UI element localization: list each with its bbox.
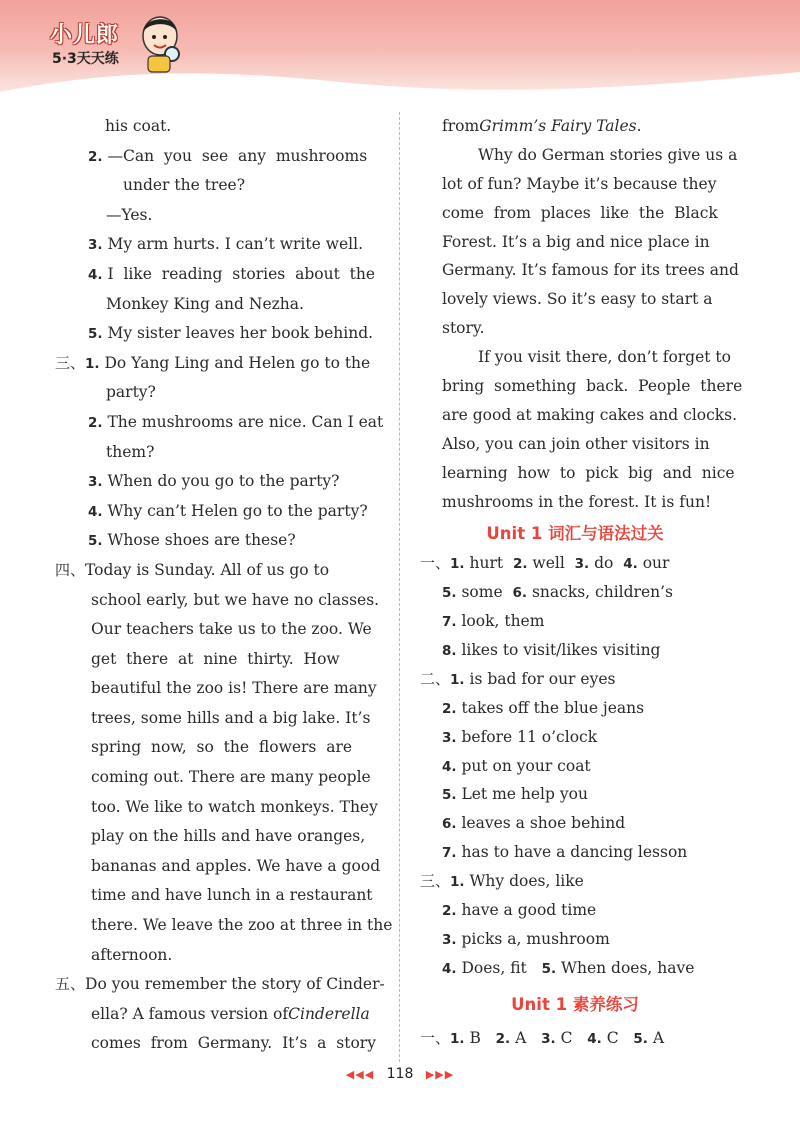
- answer-row: 3. before 11 o’clock: [442, 727, 598, 746]
- text-line: trees, some hills and a big lake. It’s: [91, 708, 371, 727]
- text-line: under the tree?: [123, 176, 246, 195]
- text-line: learning how to pick big and nice: [442, 463, 735, 482]
- list-item: 5. My sister leaves her book behind.: [88, 324, 374, 343]
- text-line: spring now, so the flowers are: [91, 738, 353, 757]
- boy-with-magnifier-icon: [136, 12, 182, 76]
- answer-row: 一、1. hurt 2. well 3. do 4. our: [420, 554, 670, 573]
- text-line: beautiful the zoo is! There are many: [91, 679, 377, 698]
- text-line: them?: [106, 442, 155, 461]
- answer-row: 4. put on your coat: [442, 756, 591, 775]
- answer-row: 一、1. B 2. A 3. C 4. C 5. A: [420, 1028, 665, 1047]
- text-line: story.: [442, 319, 485, 338]
- text-line: Germany. It’s famous for its trees and: [442, 261, 739, 280]
- text-line: come from places like the Black: [442, 203, 718, 222]
- text-line: If you visit there, don’t forget to: [478, 348, 731, 367]
- unit-heading-vocab: Unit 1 词汇与语法过关: [486, 524, 664, 544]
- text-line: time and have lunch in a restaurant: [91, 886, 373, 905]
- page-footer: [0, 1066, 800, 1082]
- column-divider: [399, 112, 400, 1062]
- answer-row: 三、1. Why does, like: [420, 872, 584, 891]
- answer-row: 3. picks a, mushroom: [442, 929, 610, 948]
- text-line: Why do German stories give us a: [478, 145, 738, 164]
- answer-row: 4. Does, fit 5. When does, have: [442, 958, 695, 977]
- answer-row: 7. look, them: [442, 612, 545, 631]
- answer-row: 6. leaves a shoe behind: [442, 814, 626, 833]
- text-line: bring something back. People there: [442, 377, 743, 396]
- text-line: are good at making cakes and clocks.: [442, 405, 738, 424]
- text-line: mushrooms in the forest. It is fun!: [442, 492, 712, 511]
- brand-title: 小儿郎: [50, 23, 120, 48]
- list-item: 2. —Can you see any mushrooms: [88, 146, 368, 165]
- text-line: Our teachers take us to the zoo. We: [91, 620, 372, 639]
- text-line: ella? A famous version ofCinderella: [91, 1004, 370, 1023]
- text-line: Forest. It’s a big and nice place in: [442, 232, 710, 251]
- list-item: 4. Why can’t Helen go to the party?: [88, 501, 368, 520]
- unit-heading-practice: Unit 1 素养练习: [511, 994, 639, 1014]
- answer-row: 5. some 6. snacks, children’s: [442, 583, 673, 602]
- list-item: 2. The mushrooms are nice. Can I eat: [88, 412, 384, 431]
- answer-row: 8. likes to visit/likes visiting: [442, 641, 661, 660]
- text-line: too. We like to watch monkeys. They: [91, 797, 378, 816]
- left-column: [55, 112, 393, 1059]
- answer-row: 2. takes off the blue jeans: [442, 698, 645, 717]
- text-line: school early, but we have no classes.: [91, 590, 380, 609]
- list-item: 5. Whose shoes are these?: [88, 531, 296, 550]
- text-line: lot of fun? Maybe it’s because they: [442, 174, 717, 193]
- section-five-passage: 五、Do you remember the story of Cinder-: [55, 975, 385, 994]
- text-line: Also, you can join other visitors in: [442, 434, 710, 453]
- series-title: 5·3天天练: [52, 51, 119, 67]
- text-line: Monkey King and Nezha.: [106, 294, 304, 313]
- text-line: bananas and apples. We have a good: [91, 856, 381, 875]
- right-arrows-icon: ▶▶▶: [425, 1068, 455, 1081]
- text-line: lovely views. So it’s easy to start a: [442, 290, 713, 309]
- text-line: his coat.: [105, 117, 172, 135]
- text-line: there. We leave the zoo at three in the: [91, 916, 393, 935]
- header-wave: [0, 60, 800, 110]
- text-line: comes from Germany. It’s a story: [91, 1034, 376, 1053]
- answer-row: 2. have a good time: [442, 901, 597, 920]
- answer-row: 5. Let me help you: [442, 785, 588, 804]
- text-line: —Yes.: [106, 205, 153, 224]
- text-line: get there at nine thirty. How: [91, 649, 340, 668]
- answer-row: 7. has to have a dancing lesson: [442, 843, 688, 862]
- text-line: coming out. There are many people: [91, 768, 371, 787]
- text-line: play on the hills and have oranges,: [91, 827, 366, 846]
- text-line: party?: [106, 383, 156, 402]
- text-line: fromGrimm’s Fairy Tales.: [442, 117, 642, 135]
- list-item: 4. I like reading stories about the: [88, 264, 376, 283]
- page-number: 118: [386, 1066, 414, 1082]
- section-three-item: 三、1. Do Yang Ling and Helen go to the: [55, 353, 371, 372]
- text-line: afternoon.: [91, 945, 173, 964]
- answer-row: 二、1. is bad for our eyes: [420, 669, 616, 688]
- section-four-passage: 四、Today is Sunday. All of us go to: [55, 560, 330, 579]
- left-arrows-icon: ◀◀◀: [345, 1068, 375, 1081]
- list-item: 3. My arm hurts. I can’t write well.: [88, 235, 363, 254]
- list-item: 3. When do you go to the party?: [88, 472, 340, 491]
- right-column: [420, 112, 743, 1053]
